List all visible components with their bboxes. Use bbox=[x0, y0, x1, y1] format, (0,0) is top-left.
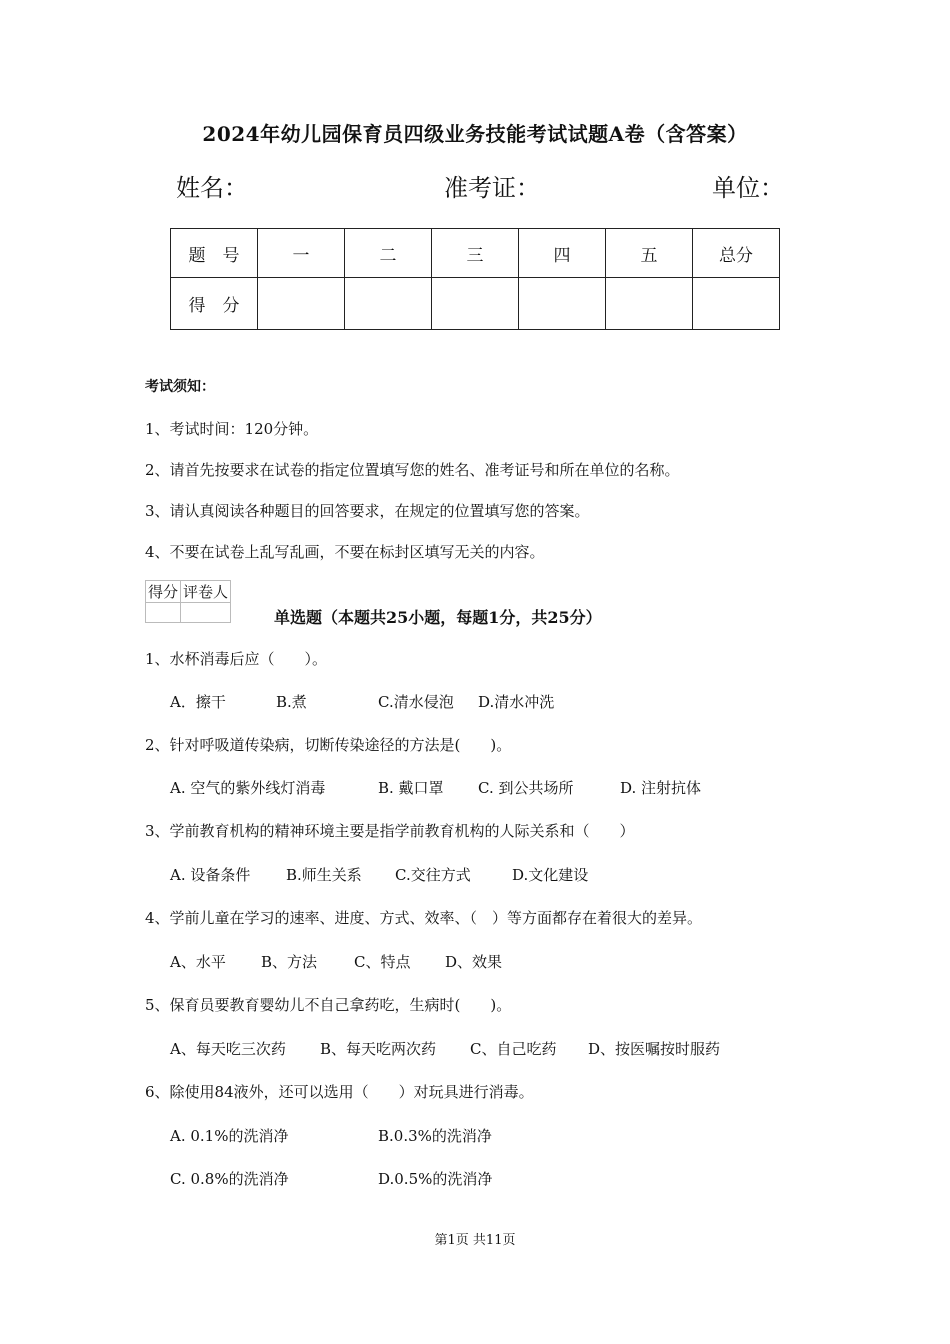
score-table-cell: 三 bbox=[432, 229, 519, 278]
option[interactable]: B、方法 bbox=[261, 953, 318, 971]
option[interactable]: D.文化建设 bbox=[512, 866, 589, 884]
option[interactable]: C.交往方式 bbox=[395, 866, 471, 884]
option[interactable]: B、每天吃两次药 bbox=[320, 1040, 437, 1058]
option[interactable]: D.0.5%的洗消净 bbox=[378, 1170, 493, 1188]
score-table-cell: 五 bbox=[606, 229, 693, 278]
exam-number-field-label: 准考证： bbox=[444, 174, 540, 202]
question-text: 1、水杯消毒后应（ ）。 bbox=[145, 650, 328, 668]
option[interactable]: D.清水冲洗 bbox=[478, 693, 555, 711]
score-table-cell: 题 号 bbox=[171, 229, 258, 278]
score-input-cell[interactable] bbox=[432, 278, 519, 330]
score-table-cell: 一 bbox=[258, 229, 345, 278]
option[interactable]: C、特点 bbox=[354, 953, 411, 971]
option[interactable]: B. 戴口罩 bbox=[378, 779, 444, 797]
score-table-cell: 四 bbox=[519, 229, 606, 278]
grader-score-label: 得分 bbox=[146, 581, 181, 603]
section-title: 单选题（本题共25小题，每题1分，共25分） bbox=[274, 608, 602, 627]
score-input-cell[interactable] bbox=[693, 278, 780, 330]
notice-item: 2、请首先按要求在试卷的指定位置填写您的姓名、准考证号和所在单位的名称。 bbox=[145, 461, 680, 479]
notice-item: 3、请认真阅读各种题目的回答要求，在规定的位置填写您的答案。 bbox=[145, 502, 590, 520]
option[interactable]: A. 0.1%的洗消净 bbox=[170, 1127, 289, 1145]
score-table-cell: 得 分 bbox=[171, 278, 258, 330]
option[interactable]: A. 设备条件 bbox=[170, 866, 251, 884]
page-title: 2024年幼儿园保育员四级业务技能考试试题A卷（含答案） bbox=[202, 122, 748, 146]
score-input-cell[interactable] bbox=[606, 278, 693, 330]
option[interactable]: A．擦干 bbox=[170, 693, 226, 711]
grader-box bbox=[145, 580, 231, 623]
question-text: 3、学前教育机构的精神环境主要是指学前教育机构的人际关系和（ ） bbox=[145, 822, 635, 840]
option[interactable]: B.师生关系 bbox=[286, 866, 362, 884]
option[interactable]: C.清水侵泡 bbox=[378, 693, 454, 711]
score-table-cell: 总分 bbox=[693, 229, 780, 278]
option[interactable]: C、自己吃药 bbox=[470, 1040, 557, 1058]
grader-score-cell[interactable] bbox=[146, 603, 181, 623]
score-table-header-row bbox=[171, 229, 780, 278]
notice-heading: 考试须知： bbox=[145, 379, 215, 395]
question-text: 5、保育员要教育婴幼儿不自己拿药吃，生病时( )。 bbox=[145, 996, 512, 1014]
notice-item: 4、不要在试卷上乱写乱画，不要在标封区填写无关的内容。 bbox=[145, 543, 545, 561]
grader-name-cell[interactable] bbox=[181, 603, 231, 623]
option[interactable]: D. 注射抗体 bbox=[620, 779, 702, 797]
option[interactable]: D、按医嘱按时服药 bbox=[588, 1040, 721, 1058]
question-text: 2、针对呼吸道传染病，切断传染途径的方法是( )。 bbox=[145, 736, 512, 754]
option[interactable]: C. 0.8%的洗消净 bbox=[170, 1170, 289, 1188]
score-table-cell: 二 bbox=[345, 229, 432, 278]
option[interactable]: B.煮 bbox=[276, 693, 307, 711]
page-footer: 第1页 共11页 bbox=[434, 1233, 516, 1248]
name-field-label: 姓名： bbox=[176, 174, 248, 202]
option[interactable]: A、每天吃三次药 bbox=[170, 1040, 286, 1058]
question-text: 6、除使用84液外，还可以选用（ ）对玩具进行消毒。 bbox=[145, 1083, 534, 1101]
score-input-cell[interactable] bbox=[345, 278, 432, 330]
notice-item: 1、考试时间：120分钟。 bbox=[145, 420, 319, 438]
score-table-score-row bbox=[171, 278, 780, 330]
score-input-cell[interactable] bbox=[519, 278, 606, 330]
option[interactable]: B.0.3%的洗消净 bbox=[378, 1127, 492, 1145]
score-table bbox=[170, 228, 780, 330]
grader-name-label: 评卷人 bbox=[181, 581, 231, 603]
option[interactable]: A. 空气的紫外线灯消毒 bbox=[170, 779, 326, 797]
option[interactable]: A、水平 bbox=[170, 953, 226, 971]
option[interactable]: C. 到公共场所 bbox=[478, 779, 574, 797]
score-input-cell[interactable] bbox=[258, 278, 345, 330]
question-text: 4、学前儿童在学习的速率、进度、方式、效率、（ ）等方面都存在着很大的差异。 bbox=[145, 909, 703, 927]
unit-field-label: 单位： bbox=[712, 174, 784, 202]
option[interactable]: D、效果 bbox=[445, 953, 503, 971]
